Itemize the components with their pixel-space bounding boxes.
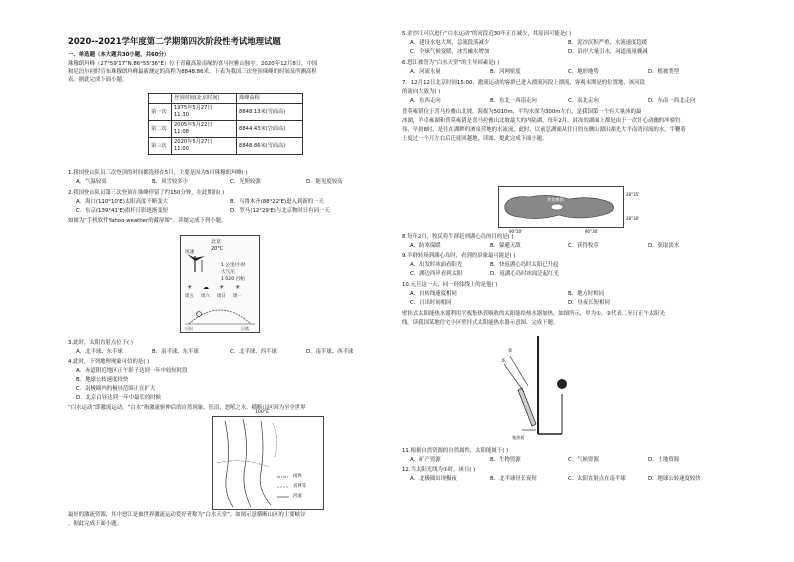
lon-label-1: 90°20' <box>509 229 523 234</box>
wind-value: 1 公里/小时 <box>221 263 246 268</box>
lake-shape-figure <box>499 187 623 227</box>
q8-option-a[interactable]: A．防寒保暖 <box>410 243 441 249</box>
q10-option-d[interactable]: D．昼夜长短相同 <box>568 300 610 306</box>
phone-screenshot <box>180 235 260 333</box>
intro-line-3: 表。据此完成下面小题。 <box>68 77 128 83</box>
q10-option-c[interactable]: C．日出时间相同 <box>410 300 452 306</box>
day-label: 周日 <box>217 294 226 299</box>
sunrise-label: 日出 <box>185 326 193 331</box>
q12-option-c[interactable]: C．太阳直射点在南半球 <box>568 476 626 482</box>
q4-option-b[interactable]: B．地球公转速度较快 <box>76 377 129 383</box>
q5-intro-line-1: “白水运动”即激流运动。“白水”指激流驱伸后的自然现象，狂浪、怒吼之水。横断山区因为至全世界 <box>68 405 306 411</box>
q8-option-d[interactable]: D．获取淡水 <box>648 243 680 249</box>
q3-stem: 3.此时，太阳直射点位于( ) <box>68 340 133 346</box>
q1-stem: 1.我国登山队员三次登顶的时间都选择在5月，主要是因为5月珠穆朗玛峰( ) <box>68 170 248 176</box>
cloud-icon: ☁ <box>203 284 209 291</box>
table-header-time: 登顶时间(北京时间) <box>172 94 237 104</box>
q5-option-b[interactable]: B．泥沙沉积严重，水流速度趋缓 <box>568 40 648 46</box>
table-row <box>149 104 303 121</box>
q11-intro-line-1: 壁挂式太阳能热水器利用平板集热管吸收的太阳能给热水器加热。如图所示，甲为①、②代表二至日正午太阳光 <box>402 311 666 317</box>
q7-option-c[interactable]: C．南北走向 <box>568 98 599 104</box>
row-date: 2005年5月22日 <box>174 122 213 128</box>
q4-option-a[interactable]: A．赤道附近地区正午影子达到一年中较短时段 <box>76 368 188 374</box>
lat-label-2: 28°30' <box>626 216 640 221</box>
row-label: 第三次 <box>149 138 172 155</box>
q1-option-d[interactable]: D．能见度较高 <box>306 179 343 185</box>
heater-caption: 集热板 <box>512 435 525 440</box>
q2-stem: 2.我国登山队员第三次登顶在珠峰停留了约150分钟，在此期间( ) <box>68 190 225 196</box>
q10-option-a[interactable]: A．自转线速度相同 <box>410 291 457 297</box>
row-clock: 11:08 <box>174 129 189 135</box>
row-clock: 11:30 <box>174 112 189 118</box>
q12-option-d[interactable]: D．地球公转速度较快 <box>648 476 701 482</box>
row-label: 第一次 <box>149 104 172 121</box>
q7-option-a[interactable]: A．东西走向 <box>410 98 441 104</box>
q6-stem: 6.怒江被誉为“白水天堂”的主导因素是( ) <box>402 60 500 66</box>
q9-option-a[interactable]: A．出发时冰面看阳光 <box>410 262 463 268</box>
row-height: 8844.43米(岩面高) <box>237 121 303 138</box>
day-label: 周五 <box>185 294 194 299</box>
q2-option-d[interactable]: D．罗马(12°29'E)与北京物时日有同一天 <box>230 208 330 214</box>
q2-option-c[interactable]: C．东京(139°41'E)旗杆日影逐渐变短 <box>76 208 168 214</box>
q3-option-a[interactable]: A．北半球、东半球 <box>76 349 123 355</box>
river-map-figure <box>213 417 323 509</box>
row-height: 8848.13米(雪面高) <box>237 104 303 121</box>
row-date: 2020年5月27日 <box>174 139 213 145</box>
q7-stem-cont: 的流向大致为( ) <box>402 89 441 95</box>
q8-intro-line-4: 上度过一个月左右后迁徒回越地，读图，提此完成下面小题。 <box>402 136 548 142</box>
q8-intro-line-2: 冰湖，羊卓雍湖和普莫雍错是喜马拉雅山北坡最大的内陆湖。每年2月，封冻的湖面上都是由于一次针心动幽的冲骑钓 <box>402 118 681 124</box>
q3-option-d[interactable]: D．南半球、西半球 <box>306 349 354 355</box>
ray-label-2: ② <box>508 348 513 354</box>
q11-option-c[interactable]: C．气候资源 <box>568 457 599 463</box>
pressure-value: 1 020 百帕 <box>221 277 245 282</box>
q7-option-b[interactable]: B．东北一西南走向 <box>490 98 537 104</box>
solar-heater-figure <box>500 334 580 444</box>
exam-title: 2020--2021学年度第二学期第四次阶段性考试地理试题 <box>68 36 281 46</box>
ray-label-1: ① <box>501 358 506 364</box>
q6-option-a[interactable]: A．河流水量 <box>410 69 441 75</box>
q8-intro-line-1: 普莫雍错位于喜马拉雅山北坡，海拔为5010m，平均水深为300m左右，是我国第一个有大量冰的最 <box>402 109 642 115</box>
q5-option-d[interactable]: D．沿岸大量引水，河道流量骤减 <box>568 49 648 55</box>
hengduan-map <box>212 410 324 510</box>
q8-intro-line-3: 伟，早晨8时，是往在湖畔的酒泉营地的水流流，此时，以前总湖面从往日的东侧山湖出湖光大平南湾河流的水，牛鞭着 <box>402 127 686 133</box>
q9-option-b[interactable]: B．快返湖心岛时太阳已升起 <box>490 262 559 268</box>
lake-label: 普莫雍错 <box>547 197 564 202</box>
q11-option-d[interactable]: D．土地资源 <box>648 457 680 463</box>
q8-option-c[interactable]: C．获得牧草 <box>568 243 599 249</box>
lon-label-2: 90°30' <box>585 229 599 234</box>
q4-option-c[interactable]: C．南极圈内的极昼范围正在扩大 <box>76 386 156 392</box>
legend-province: 省界等 <box>293 484 307 489</box>
q7-stem: 7．12月12日北京时间15:00，激流运动的客群已进入漂流河段上漂流，客观末期是的位置地，该河段 <box>402 80 645 86</box>
table-header-empty <box>149 94 172 104</box>
sun-icon: ☀ <box>235 284 241 291</box>
row-height: 8848.86米(雪面高) <box>237 138 303 155</box>
q3-option-c[interactable]: C．北半球、西半球 <box>230 349 277 355</box>
q6-option-b[interactable]: B．河网密度 <box>490 69 521 75</box>
q10-stem: 10.元旦这一天，同一经纬线上的是他( ) <box>402 282 498 288</box>
intro-line-2: 和尼泊尔同时宣布珠穆朗玛峰最新测定的高程为8848.86米。下表为我国三次登顶珠峰的时间及所测高程 <box>68 69 317 75</box>
q11-stem: 11.根据自然资源的自然属性，太阳能属于( ) <box>402 448 509 454</box>
q8-option-b[interactable]: B．躲避天敌 <box>490 243 521 249</box>
table-row <box>149 121 303 138</box>
lake-map <box>498 186 640 234</box>
q4-stem: 4.此时，下列地理现象可信的是( ) <box>68 359 150 365</box>
summit-table <box>148 93 303 155</box>
q9-option-c[interactable]: C．湖边西岸看到太阳 <box>410 271 463 277</box>
table-header-height: 珠峰高程 <box>237 94 303 104</box>
q2-option-b[interactable]: B．乌鲁木齐(88°22'E)进入到新的一天 <box>230 199 324 205</box>
sunset-label: 日落 <box>241 326 249 331</box>
q5-intro-line-3: 。据此完成下面小题。 <box>68 521 122 527</box>
map-lon-label: 100°E <box>255 410 269 415</box>
day-label: 周一 <box>233 294 242 299</box>
day-label: 周六 <box>201 294 210 299</box>
row-clock: 11:00 <box>174 146 189 152</box>
phone-city: 北京 <box>211 239 222 245</box>
q11-option-a[interactable]: A．矿产资源 <box>410 457 441 463</box>
q1-option-a[interactable]: A．气温较高 <box>76 179 107 185</box>
legend-river: 河流 <box>293 494 302 499</box>
q2-tail: 如图为“手机软件Yahoo weather的截屏图”。读图完成下列小题。 <box>68 218 227 224</box>
section-heading: 一、单选题（本大题共30小题，共60分） <box>68 52 170 58</box>
q3-option-b[interactable]: B．南半球、东半球 <box>152 349 199 355</box>
legend-border: 国界 <box>293 474 302 479</box>
q11-option-b[interactable]: B．生物资源 <box>490 457 521 463</box>
row-date: 1975年5月27日 <box>174 105 213 111</box>
q1-option-b[interactable]: B．风雪较多小 <box>152 179 189 185</box>
q8-stem: 8.每年2月，牧民将牛群赶到湖心岛的目的是( ) <box>402 234 514 240</box>
q9-stem: 9.羊群转场到湖心岛时，看到的景象最可能是( ) <box>402 253 516 259</box>
wind-label: 风速 <box>185 250 195 255</box>
q5-stem: 5.金沙江可以进行“白水运动”的河段近30年正在减少，其原因可能是( ) <box>402 31 572 37</box>
q12-option-a[interactable]: A．北极圈出现极夜 <box>410 476 457 482</box>
q11-intro-line-2: 线。读我国某地住宅小区壁挂式太阳能热水器示意图，完成下题。 <box>402 320 559 326</box>
q5-option-a[interactable]: A．建设水电大坝，急流段落减少 <box>410 40 490 46</box>
lat-label-1: 28°35' <box>626 192 640 197</box>
row-label: 第二次 <box>149 121 172 138</box>
intro-line-1: 珠穆朗玛峰（27°59'17"N,86°55'36"E）位于青藏高原南缘的喜马拉雅山脉中。2020年12月8日，中国 <box>68 61 318 67</box>
q4-option-d[interactable]: D．北京白昼达到一年中最长的时候 <box>76 395 162 401</box>
sun-icon: ☀ <box>187 284 193 291</box>
pressure-label: 大气压 <box>221 270 235 275</box>
table-row <box>149 138 303 155</box>
q10-option-b[interactable]: B．地方时相同 <box>568 291 605 297</box>
phone-temp: 20°C <box>211 246 224 252</box>
q2-option-a[interactable]: A．海口(110°10'E)太阳高度不断变大 <box>76 199 168 205</box>
q6-option-d[interactable]: D．植被类型 <box>648 69 680 75</box>
q5-intro-line-2: 最好的激流资源，其中怒江是被世界激流运动爱好者称为“白水天堂”。如图示意横断山区的主要峡谷 <box>68 512 306 518</box>
q9-option-d[interactable]: D．返湖心岛时冰面泛起红光 <box>490 271 559 277</box>
q5-option-c[interactable]: C．全球气候变暖，冰雪融水增加 <box>410 49 490 55</box>
q6-option-c[interactable]: C．地形地势 <box>568 69 599 75</box>
q1-option-c[interactable]: C．光照较强 <box>230 179 261 185</box>
q7-option-d[interactable]: D．东南一西北走向 <box>648 98 696 104</box>
sun-icon: ☀ <box>219 284 225 291</box>
q12-option-b[interactable]: B．北半球昼长夜短 <box>490 476 537 482</box>
q12-stem: 12.当太阳光线为①时，该日( ) <box>402 467 476 473</box>
